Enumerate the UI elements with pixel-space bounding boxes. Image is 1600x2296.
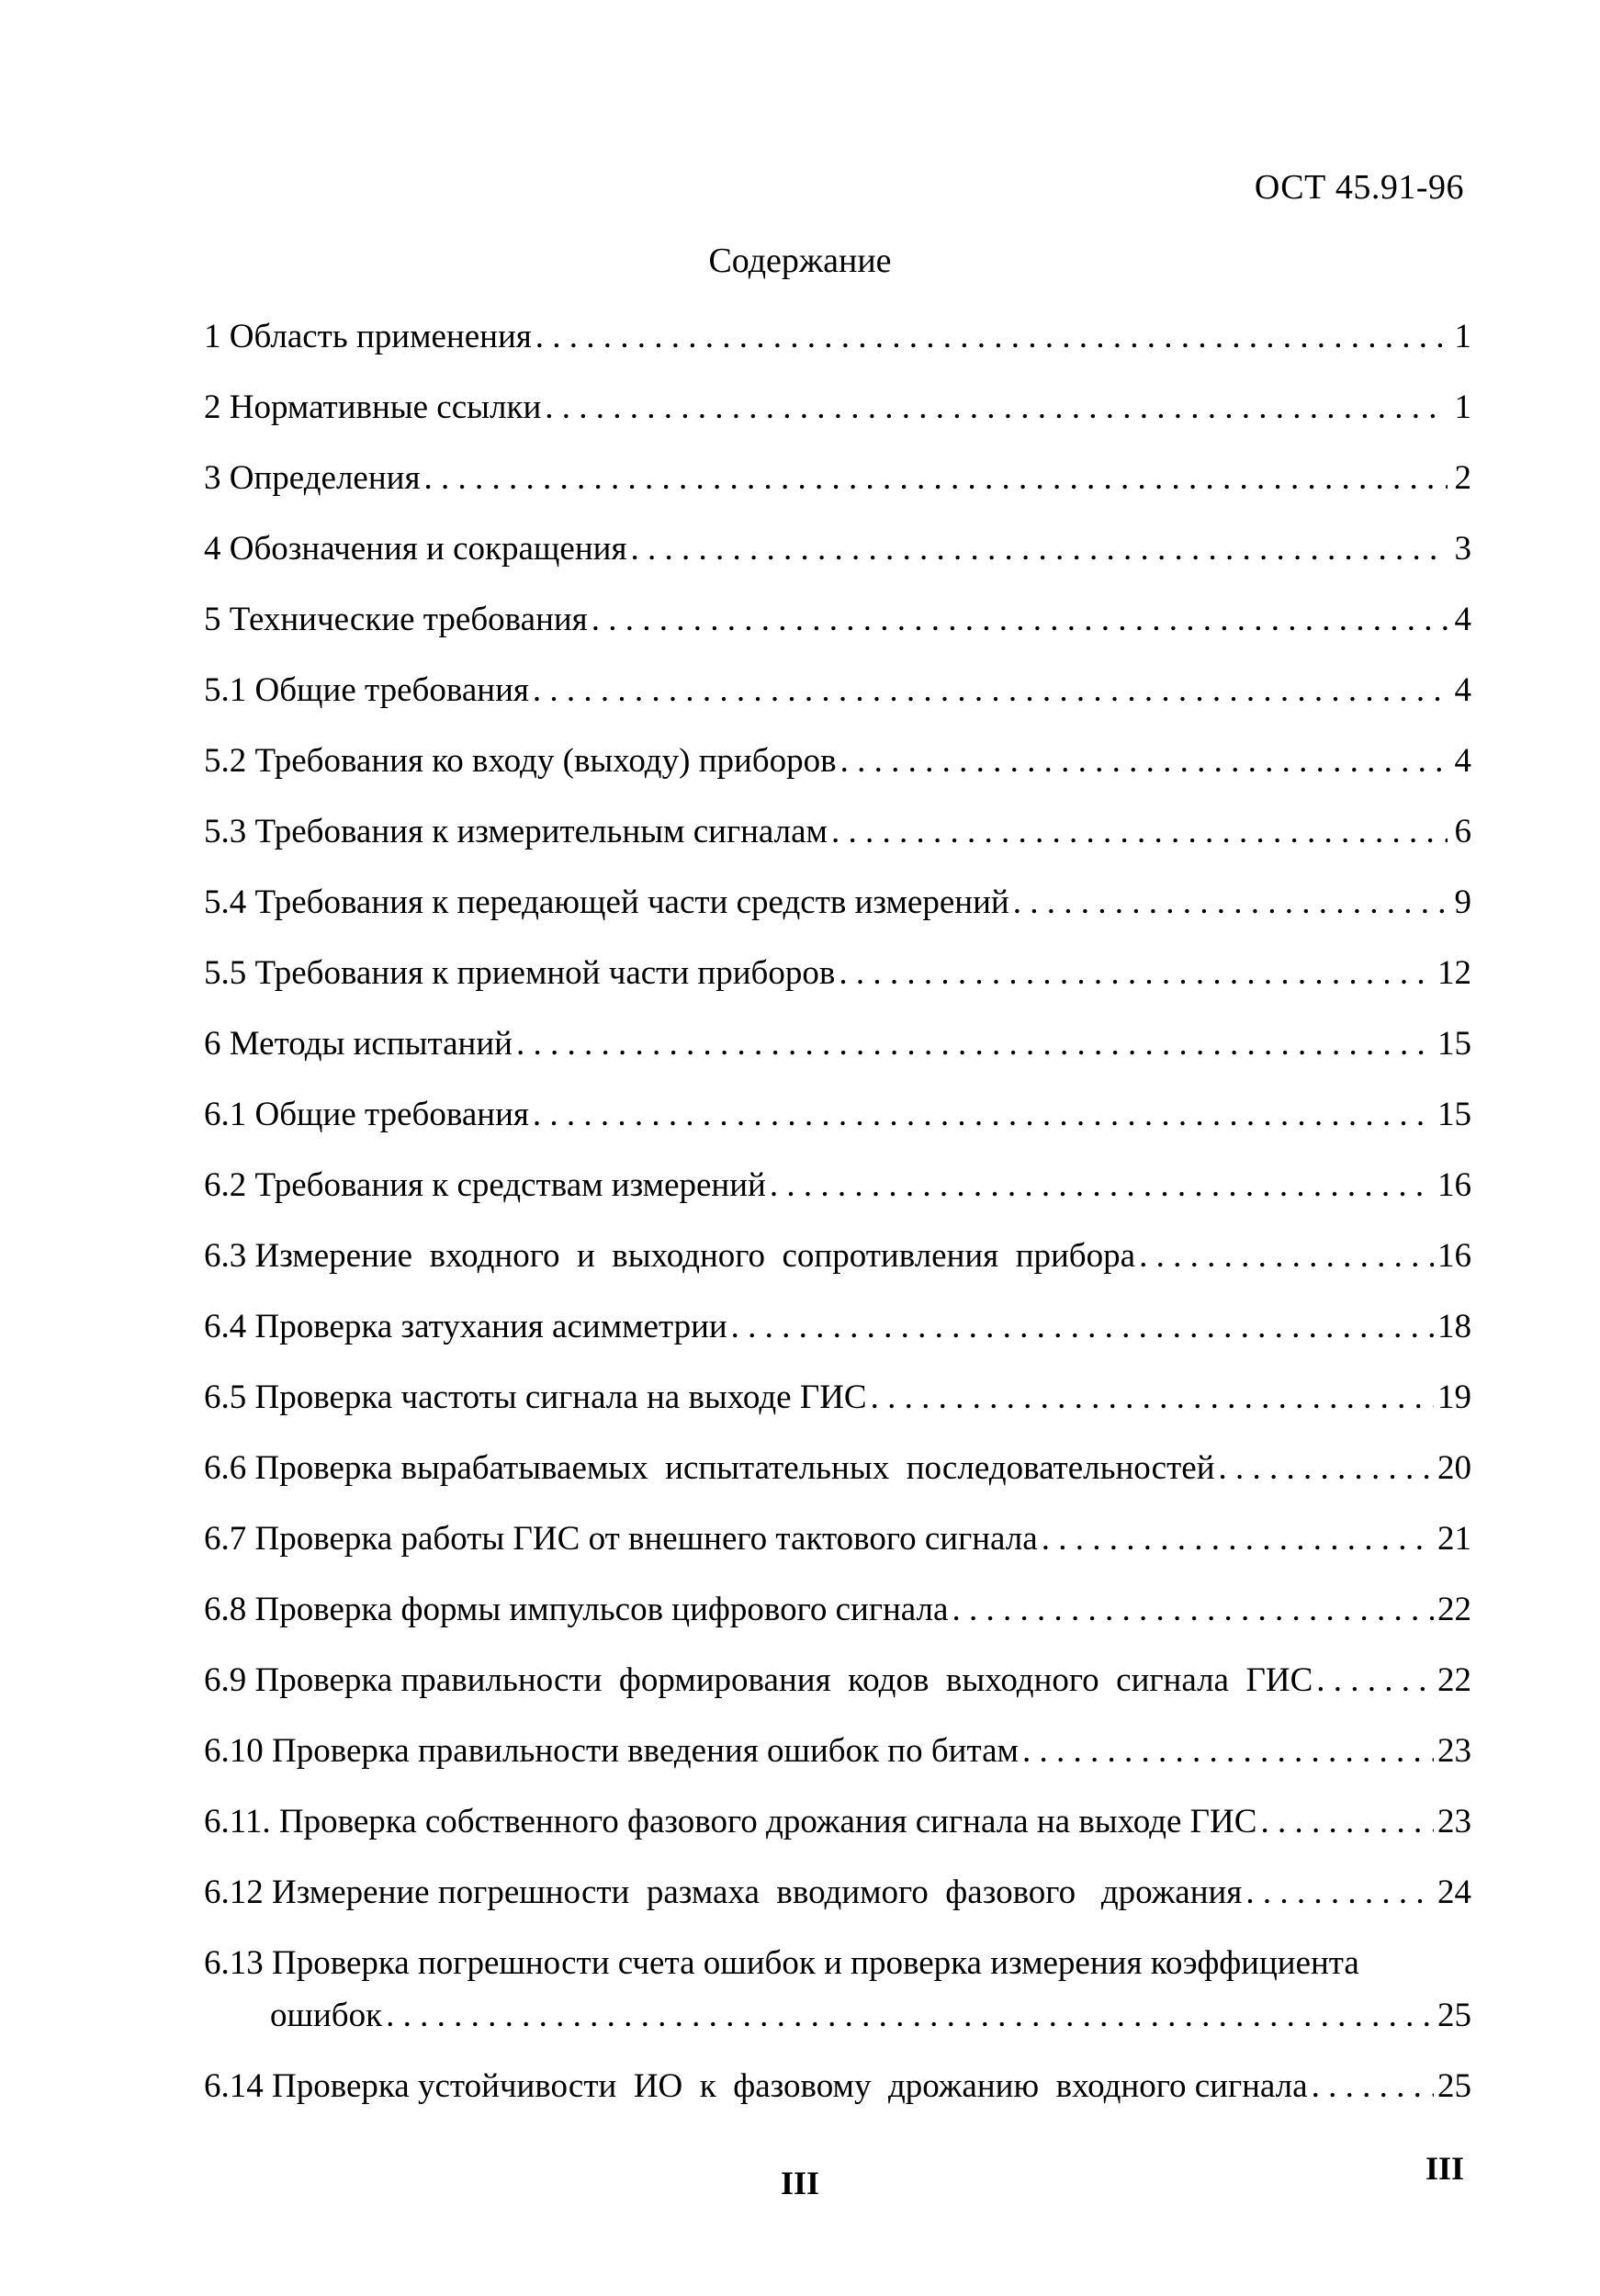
toc-entry-label: 6.1 Общие требования <box>204 1096 529 1133</box>
toc-leader-dots <box>533 668 1448 714</box>
toc-entry-label: 6.5 Проверка частоты сигнала на выходе ГИС <box>204 1379 867 1416</box>
toc-entry-page: 22 <box>1437 1591 1471 1628</box>
toc-entry-continuation[interactable] <box>270 1993 1471 2039</box>
toc-entry[interactable] <box>204 526 1471 572</box>
toc-entry-page: 24 <box>1437 1874 1471 1911</box>
toc-entry-label: 5.5 Требования к приемной части приборов <box>204 954 836 992</box>
toc-entry-label: 6.9 Проверка правильности формирования кодов выходного сигнала ГИС <box>204 1661 1313 1699</box>
toc-leader-dots <box>1260 1799 1434 1845</box>
toc-entry-label: 4 Обозначения и сокращения <box>204 530 627 568</box>
toc-entry-label: 6.6 Проверка вырабатываемых испытательных последовательностей <box>204 1449 1215 1487</box>
toc-entry[interactable] <box>204 456 1471 501</box>
toc-entry[interactable] <box>204 1658 1471 1704</box>
toc-leader-dots <box>423 456 1448 501</box>
toc-entry-page: 16 <box>1437 1166 1471 1204</box>
toc-entry-label: 6.14 Проверка устойчивости ИО к фазовому дрожанию входного сигнала <box>204 2067 1308 2105</box>
toc-entry[interactable] <box>204 597 1471 643</box>
toc-entry[interactable] <box>204 1587 1471 1633</box>
toc-entry[interactable] <box>204 1516 1471 1562</box>
toc-entry-page: 21 <box>1437 1520 1471 1558</box>
toc-leader-dots <box>630 526 1448 572</box>
toc-entry-page: 19 <box>1437 1379 1471 1416</box>
toc-entry-page: 16 <box>1437 1237 1471 1275</box>
toc-entry-page: 4 <box>1454 671 1471 709</box>
toc-leader-dots <box>533 1092 1434 1138</box>
toc-leader-dots <box>770 1163 1434 1209</box>
toc-entry-label: 6.12 Измерение погрешности размаха вводимого фазового дрожания <box>204 1874 1243 1911</box>
toc-entry-label: 6.3 Измерение входного и выходного сопротивления прибора <box>204 1237 1136 1275</box>
toc-entry-label: 6 Методы испытаний <box>204 1025 513 1063</box>
toc-leader-dots <box>1245 1870 1434 1916</box>
toc-entry-page: 23 <box>1437 1732 1471 1770</box>
toc-entry[interactable] <box>204 1304 1471 1350</box>
toc-entry-label: 1 Область применения <box>204 318 532 355</box>
toc-entry-page: 4 <box>1454 742 1471 780</box>
toc-entry-page: 2 <box>1454 459 1471 497</box>
toc-entry-label: 5.4 Требования к передающей части средств измерений <box>204 884 1009 921</box>
toc-leader-dots <box>871 1375 1434 1421</box>
toc-title: Содержание <box>708 242 892 280</box>
page-number-center: III <box>780 2165 820 2201</box>
toc-entry-page: 1 <box>1454 318 1471 355</box>
toc-leader-dots <box>592 597 1448 643</box>
toc-entry-label: 5.1 Общие требования <box>204 671 529 709</box>
toc-entry-page: 3 <box>1454 530 1471 568</box>
toc-leader-dots <box>731 1304 1434 1350</box>
toc-entry-label: 5.3 Требования к измерительным сигналам <box>204 813 828 850</box>
page-number-right: III <box>1425 2150 1464 2187</box>
toc-entry-label-continuation: ошибок <box>270 1997 383 2034</box>
toc-leader-dots <box>840 738 1448 784</box>
toc-entry-page: 15 <box>1437 1025 1471 1063</box>
toc-entry-label: 3 Определения <box>204 459 421 497</box>
document-code: ОСТ 45.91-96 <box>1254 168 1464 207</box>
toc-entry[interactable] <box>204 1375 1471 1421</box>
toc-leader-dots <box>545 385 1448 431</box>
toc-entry[interactable] <box>204 314 1471 360</box>
toc-entry-label: 6.13 Проверка погрешности счета ошибок и проверка измерения коэффициента <box>204 1944 1359 1982</box>
toc-entry-page: 12 <box>1437 954 1471 992</box>
toc-entry-label: 6.4 Проверка затухания асимметрии <box>204 1308 727 1345</box>
toc-entry[interactable] <box>204 1092 1471 1138</box>
toc-entry-page: 25 <box>1437 1997 1471 2034</box>
toc-entry-page: 15 <box>1437 1096 1471 1133</box>
toc-leader-dots <box>1312 2064 1434 2110</box>
toc-entry[interactable] <box>204 1728 1471 1774</box>
toc-leader-dots <box>386 1993 1434 2039</box>
toc-leader-dots <box>831 809 1448 855</box>
toc-leader-dots <box>1042 1516 1434 1562</box>
toc-entry-label: 6.10 Проверка правильности введения ошибок по битам <box>204 1732 1019 1770</box>
toc-entry-multiline[interactable] <box>204 1941 1471 1986</box>
toc-entry[interactable] <box>204 1163 1471 1209</box>
toc-leader-dots <box>1013 880 1448 926</box>
toc-entry-page: 18 <box>1437 1308 1471 1345</box>
toc-leader-dots <box>1022 1728 1434 1774</box>
toc-entry-label: 5.2 Требования ко входу (выходу) приборов <box>204 742 837 780</box>
toc-entry-page: 23 <box>1437 1803 1471 1840</box>
toc-leader-dots <box>1316 1658 1434 1704</box>
toc-entry-label: 5 Технические требования <box>204 601 588 638</box>
toc-entry[interactable] <box>204 385 1471 431</box>
toc-entry-page: 20 <box>1437 1449 1471 1487</box>
toc-entry[interactable] <box>204 1021 1471 1067</box>
toc-entry-page: 22 <box>1437 1661 1471 1699</box>
toc-entry-page: 4 <box>1454 601 1471 638</box>
toc-entry-label: 6.2 Требования к средствам измерений <box>204 1166 766 1204</box>
toc-entry-label: 6.11. Проверка собственного фазового дрожания сигнала на выходе ГИС <box>204 1803 1257 1840</box>
toc-leader-dots <box>535 314 1448 360</box>
toc-entry[interactable] <box>204 951 1471 996</box>
toc-entry[interactable] <box>204 738 1471 784</box>
toc-entry-label: 6.7 Проверка работы ГИС от внешнего тактового сигнала <box>204 1520 1038 1558</box>
toc-entry[interactable] <box>204 1870 1471 1916</box>
toc-entry-page: 1 <box>1454 388 1471 426</box>
toc-entry[interactable] <box>204 1799 1471 1845</box>
toc-entry-page: 9 <box>1454 884 1471 921</box>
toc-entry-label: 6.8 Проверка формы импульсов цифрового сигнала <box>204 1591 949 1628</box>
toc-entry-label: 2 Нормативные ссылки <box>204 388 542 426</box>
toc-entry-page: 25 <box>1437 2067 1471 2105</box>
toc-entry[interactable] <box>204 809 1471 855</box>
toc-entry[interactable] <box>204 2064 1471 2110</box>
toc-leader-dots <box>952 1587 1434 1633</box>
toc-entry[interactable] <box>204 1446 1471 1491</box>
toc-leader-dots <box>1139 1233 1434 1279</box>
toc-entry[interactable] <box>204 668 1471 714</box>
toc-leader-dots <box>516 1021 1434 1067</box>
toc-leader-dots <box>839 951 1434 996</box>
toc-entry[interactable] <box>204 880 1471 926</box>
toc-entry[interactable] <box>204 1233 1471 1279</box>
toc-entry-page: 6 <box>1454 813 1471 850</box>
toc-leader-dots <box>1219 1446 1435 1491</box>
